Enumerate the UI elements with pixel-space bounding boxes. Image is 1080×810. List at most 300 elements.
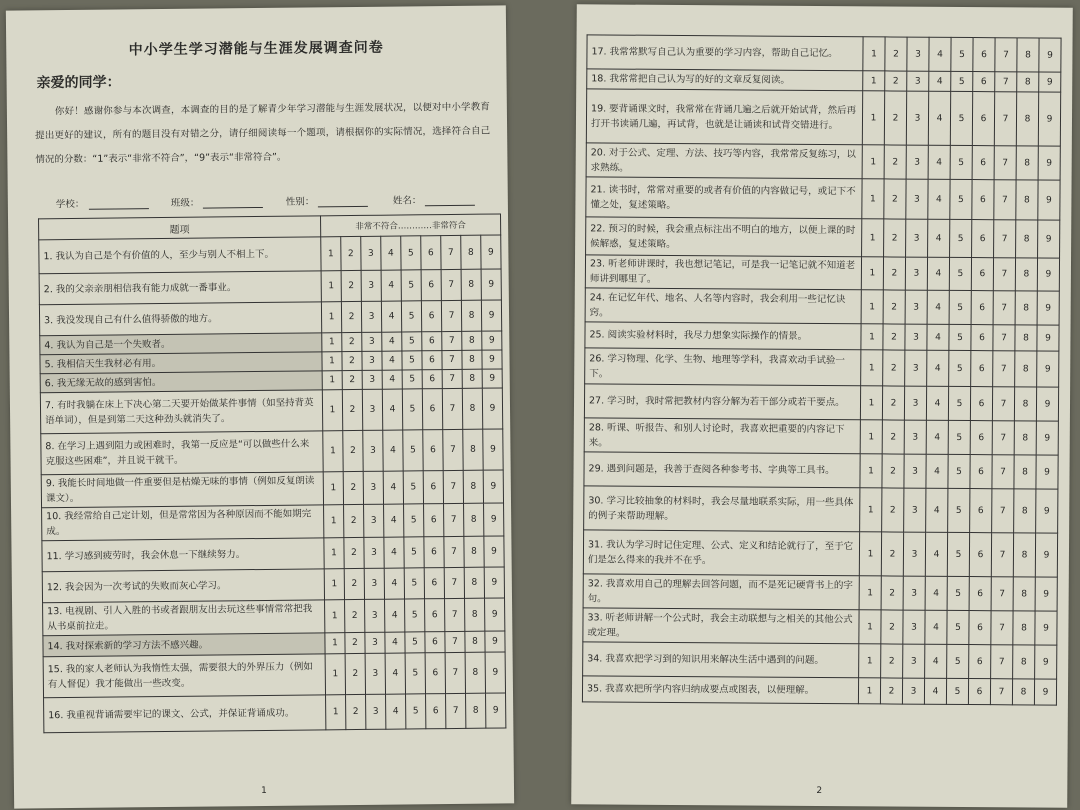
- rating-option-2[interactable]: 2: [883, 257, 905, 290]
- rating-option-6[interactable]: 6: [422, 332, 442, 351]
- rating-option-3[interactable]: 3: [365, 632, 385, 653]
- rating-option-8[interactable]: 8: [1012, 679, 1034, 705]
- rating-option-6[interactable]: 6: [422, 389, 442, 430]
- rating-option-8[interactable]: 8: [1016, 180, 1038, 220]
- rating-option-2[interactable]: 2: [882, 454, 904, 488]
- rating-option-3[interactable]: 3: [362, 351, 382, 370]
- rating-option-4[interactable]: 4: [386, 694, 406, 729]
- rating-option-2[interactable]: 2: [345, 599, 365, 632]
- rating-option-3[interactable]: 3: [906, 91, 928, 145]
- rating-option-1[interactable]: 1: [321, 302, 341, 333]
- rating-option-8[interactable]: 8: [465, 631, 485, 652]
- rating-option-4[interactable]: 4: [925, 610, 947, 644]
- rating-option-6[interactable]: 6: [421, 270, 441, 301]
- rating-option-2[interactable]: 2: [881, 644, 903, 678]
- rating-option-1[interactable]: 1: [325, 600, 345, 633]
- rating-option-3[interactable]: 3: [903, 576, 925, 610]
- rating-option-1[interactable]: 1: [326, 695, 346, 730]
- rating-option-4[interactable]: 4: [381, 301, 401, 332]
- rating-option-3[interactable]: 3: [364, 537, 384, 568]
- rating-option-1[interactable]: 1: [862, 91, 884, 145]
- rating-option-7[interactable]: 7: [992, 421, 1014, 455]
- rating-option-8[interactable]: 8: [463, 429, 483, 470]
- rating-option-9[interactable]: 9: [485, 598, 505, 631]
- rating-option-8[interactable]: 8: [1015, 325, 1037, 351]
- rating-option-1[interactable]: 1: [322, 390, 342, 431]
- rating-option-5[interactable]: 5: [947, 532, 969, 576]
- rating-option-9[interactable]: 9: [1035, 645, 1057, 679]
- rating-option-2[interactable]: 2: [880, 678, 902, 704]
- rating-option-1[interactable]: 1: [859, 532, 881, 576]
- rating-option-3[interactable]: 3: [906, 219, 928, 257]
- rating-option-7[interactable]: 7: [992, 455, 1014, 489]
- rating-option-2[interactable]: 2: [883, 290, 905, 324]
- rating-option-8[interactable]: 8: [1015, 291, 1037, 325]
- rating-option-3[interactable]: 3: [906, 179, 928, 219]
- rating-option-2[interactable]: 2: [882, 386, 904, 420]
- rating-option-4[interactable]: 4: [384, 568, 404, 599]
- rating-option-2[interactable]: 2: [885, 71, 907, 91]
- rating-option-4[interactable]: 4: [385, 653, 405, 694]
- rating-option-1[interactable]: 1: [860, 386, 882, 420]
- rating-option-4[interactable]: 4: [928, 91, 950, 145]
- rating-option-7[interactable]: 7: [991, 577, 1013, 611]
- rating-option-4[interactable]: 4: [927, 350, 949, 386]
- rating-option-2[interactable]: 2: [884, 219, 906, 257]
- rating-option-2[interactable]: 2: [883, 350, 905, 386]
- rating-option-9[interactable]: 9: [1035, 577, 1057, 611]
- rating-option-3[interactable]: 3: [905, 257, 927, 290]
- rating-option-4[interactable]: 4: [382, 332, 402, 351]
- rating-option-9[interactable]: 9: [481, 235, 501, 269]
- rating-option-4[interactable]: 4: [928, 219, 950, 257]
- rating-option-7[interactable]: 7: [443, 470, 463, 503]
- rating-option-3[interactable]: 3: [905, 324, 927, 350]
- rating-option-4[interactable]: 4: [926, 386, 948, 420]
- rating-option-1[interactable]: 1: [858, 678, 880, 704]
- rating-option-5[interactable]: 5: [948, 488, 970, 532]
- rating-option-1[interactable]: 1: [322, 352, 342, 371]
- rating-option-6[interactable]: 6: [969, 645, 991, 679]
- rating-option-8[interactable]: 8: [1016, 146, 1038, 180]
- rating-option-7[interactable]: 7: [445, 631, 465, 652]
- rating-option-6[interactable]: 6: [421, 236, 441, 270]
- rating-option-8[interactable]: 8: [1013, 611, 1035, 645]
- rating-option-6[interactable]: 6: [424, 537, 444, 568]
- rating-option-8[interactable]: 8: [1014, 387, 1036, 421]
- rating-option-2[interactable]: 2: [881, 532, 903, 576]
- rating-option-2[interactable]: 2: [885, 37, 907, 71]
- rating-option-9[interactable]: 9: [482, 369, 502, 388]
- rating-option-6[interactable]: 6: [970, 455, 992, 489]
- rating-option-1[interactable]: 1: [325, 654, 345, 695]
- rating-option-7[interactable]: 7: [993, 291, 1015, 325]
- rating-option-5[interactable]: 5: [404, 568, 424, 599]
- rating-option-9[interactable]: 9: [484, 503, 504, 536]
- rating-option-4[interactable]: 4: [382, 389, 402, 430]
- rating-option-8[interactable]: 8: [464, 536, 484, 567]
- rating-option-6[interactable]: 6: [971, 258, 993, 291]
- rating-option-9[interactable]: 9: [485, 631, 505, 652]
- rating-option-5[interactable]: 5: [950, 219, 972, 257]
- rating-option-3[interactable]: 3: [365, 599, 385, 632]
- rating-option-4[interactable]: 4: [926, 420, 948, 454]
- rating-option-4[interactable]: 4: [384, 537, 404, 568]
- rating-option-1[interactable]: 1: [322, 371, 342, 390]
- rating-option-5[interactable]: 5: [950, 179, 972, 219]
- rating-option-7[interactable]: 7: [443, 429, 463, 470]
- rating-option-4[interactable]: 4: [929, 71, 951, 91]
- rating-option-2[interactable]: 2: [343, 430, 363, 471]
- rating-option-7[interactable]: 7: [441, 269, 461, 300]
- rating-option-9[interactable]: 9: [486, 693, 506, 728]
- rating-option-6[interactable]: 6: [971, 291, 993, 325]
- rating-option-2[interactable]: 2: [881, 576, 903, 610]
- rating-option-2[interactable]: 2: [342, 332, 362, 351]
- rating-option-4[interactable]: 4: [381, 236, 401, 270]
- rating-option-2[interactable]: 2: [346, 694, 366, 729]
- rating-option-9[interactable]: 9: [1034, 679, 1056, 705]
- rating-option-4[interactable]: 4: [385, 599, 405, 632]
- rating-option-6[interactable]: 6: [972, 220, 994, 258]
- rating-option-1[interactable]: 1: [321, 237, 341, 271]
- rating-option-1[interactable]: 1: [861, 350, 883, 386]
- rating-option-7[interactable]: 7: [441, 300, 461, 331]
- rating-option-5[interactable]: 5: [950, 145, 972, 179]
- rating-option-1[interactable]: 1: [859, 610, 881, 644]
- rating-option-9[interactable]: 9: [1035, 611, 1057, 645]
- rating-option-8[interactable]: 8: [465, 652, 485, 693]
- rating-option-5[interactable]: 5: [948, 454, 970, 488]
- rating-option-3[interactable]: 3: [903, 532, 925, 576]
- rating-option-5[interactable]: 5: [401, 301, 421, 332]
- class-field[interactable]: 班级：: [171, 194, 282, 209]
- rating-option-8[interactable]: 8: [462, 331, 482, 350]
- rating-option-3[interactable]: 3: [902, 678, 924, 704]
- rating-option-6[interactable]: 6: [971, 325, 993, 351]
- rating-option-1[interactable]: 1: [859, 576, 881, 610]
- rating-option-3[interactable]: 3: [903, 644, 925, 678]
- rating-option-4[interactable]: 4: [926, 454, 948, 488]
- rating-option-1[interactable]: 1: [861, 290, 883, 324]
- rating-option-9[interactable]: 9: [481, 269, 501, 300]
- rating-option-1[interactable]: 1: [322, 333, 342, 352]
- rating-option-6[interactable]: 6: [425, 632, 445, 653]
- rating-option-9[interactable]: 9: [483, 470, 503, 503]
- rating-option-4[interactable]: 4: [383, 471, 403, 504]
- rating-option-3[interactable]: 3: [904, 420, 926, 454]
- rating-option-6[interactable]: 6: [970, 421, 992, 455]
- rating-option-5[interactable]: 5: [403, 471, 423, 504]
- rating-option-9[interactable]: 9: [1038, 220, 1060, 258]
- rating-option-3[interactable]: 3: [905, 350, 927, 386]
- rating-option-8[interactable]: 8: [1013, 533, 1035, 577]
- rating-option-6[interactable]: 6: [972, 92, 994, 146]
- rating-option-4[interactable]: 4: [382, 351, 402, 370]
- rating-option-5[interactable]: 5: [403, 430, 423, 471]
- rating-option-6[interactable]: 6: [425, 599, 445, 632]
- rating-option-5[interactable]: 5: [405, 599, 425, 632]
- rating-option-8[interactable]: 8: [1016, 220, 1038, 258]
- rating-option-7[interactable]: 7: [993, 351, 1015, 387]
- rating-option-6[interactable]: 6: [969, 611, 991, 645]
- rating-option-5[interactable]: 5: [402, 389, 422, 430]
- rating-option-9[interactable]: 9: [482, 350, 502, 369]
- rating-option-3[interactable]: 3: [906, 145, 928, 179]
- rating-option-2[interactable]: 2: [345, 653, 365, 694]
- rating-option-3[interactable]: 3: [904, 386, 926, 420]
- rating-option-3[interactable]: 3: [362, 332, 382, 351]
- rating-option-7[interactable]: 7: [994, 92, 1016, 146]
- rating-option-4[interactable]: 4: [927, 257, 949, 290]
- rating-option-1[interactable]: 1: [863, 37, 885, 71]
- rating-option-8[interactable]: 8: [462, 369, 482, 388]
- rating-option-8[interactable]: 8: [466, 693, 486, 728]
- rating-option-5[interactable]: 5: [946, 678, 968, 704]
- rating-option-8[interactable]: 8: [463, 470, 483, 503]
- rating-option-3[interactable]: 3: [361, 236, 381, 270]
- rating-option-3[interactable]: 3: [363, 471, 383, 504]
- rating-option-2[interactable]: 2: [342, 389, 362, 430]
- rating-option-6[interactable]: 6: [969, 577, 991, 611]
- rating-option-6[interactable]: 6: [973, 38, 995, 72]
- rating-option-7[interactable]: 7: [444, 567, 464, 598]
- rating-option-8[interactable]: 8: [1014, 421, 1036, 455]
- rating-option-3[interactable]: 3: [362, 370, 382, 389]
- rating-option-9[interactable]: 9: [1038, 92, 1060, 146]
- rating-option-4[interactable]: 4: [925, 576, 947, 610]
- rating-option-5[interactable]: 5: [949, 350, 971, 386]
- rating-option-7[interactable]: 7: [445, 598, 465, 631]
- rating-option-7[interactable]: 7: [441, 235, 461, 269]
- rating-option-4[interactable]: 4: [926, 488, 948, 532]
- rating-option-5[interactable]: 5: [401, 270, 421, 301]
- rating-option-7[interactable]: 7: [993, 258, 1015, 291]
- rating-option-5[interactable]: 5: [406, 694, 426, 729]
- name-field[interactable]: 姓名：: [393, 192, 496, 207]
- rating-option-3[interactable]: 3: [907, 71, 929, 91]
- rating-option-8[interactable]: 8: [1013, 645, 1035, 679]
- rating-option-7[interactable]: 7: [994, 220, 1016, 258]
- rating-option-4[interactable]: 4: [925, 532, 947, 576]
- rating-option-6[interactable]: 6: [972, 146, 994, 180]
- rating-option-1[interactable]: 1: [324, 569, 344, 600]
- rating-option-2[interactable]: 2: [344, 504, 364, 537]
- rating-option-1[interactable]: 1: [861, 257, 883, 290]
- rating-option-8[interactable]: 8: [1013, 577, 1035, 611]
- rating-option-7[interactable]: 7: [442, 350, 462, 369]
- rating-option-1[interactable]: 1: [321, 271, 341, 302]
- rating-option-5[interactable]: 5: [949, 290, 971, 324]
- rating-option-5[interactable]: 5: [947, 576, 969, 610]
- rating-option-7[interactable]: 7: [444, 536, 464, 567]
- rating-option-3[interactable]: 3: [366, 694, 386, 729]
- rating-option-7[interactable]: 7: [991, 645, 1013, 679]
- rating-option-1[interactable]: 1: [325, 633, 345, 654]
- rating-option-9[interactable]: 9: [1036, 489, 1058, 533]
- rating-option-7[interactable]: 7: [992, 489, 1014, 533]
- rating-option-9[interactable]: 9: [483, 429, 503, 470]
- rating-option-6[interactable]: 6: [973, 72, 995, 92]
- rating-option-1[interactable]: 1: [863, 71, 885, 91]
- rating-option-3[interactable]: 3: [363, 430, 383, 471]
- rating-option-1[interactable]: 1: [323, 472, 343, 505]
- rating-option-7[interactable]: 7: [445, 652, 465, 693]
- rating-option-4[interactable]: 4: [381, 270, 401, 301]
- rating-option-6[interactable]: 6: [424, 504, 444, 537]
- rating-option-5[interactable]: 5: [951, 37, 973, 71]
- rating-option-4[interactable]: 4: [384, 504, 404, 537]
- rating-option-9[interactable]: 9: [1038, 180, 1060, 220]
- rating-option-6[interactable]: 6: [423, 430, 443, 471]
- rating-option-8[interactable]: 8: [1017, 72, 1039, 92]
- rating-option-1[interactable]: 1: [323, 431, 343, 472]
- rating-option-9[interactable]: 9: [485, 652, 505, 693]
- rating-option-6[interactable]: 6: [423, 471, 443, 504]
- rating-option-1[interactable]: 1: [859, 644, 881, 678]
- rating-option-1[interactable]: 1: [862, 179, 884, 219]
- rating-option-9[interactable]: 9: [482, 388, 502, 429]
- rating-option-4[interactable]: 4: [928, 179, 950, 219]
- rating-option-5[interactable]: 5: [404, 537, 424, 568]
- rating-option-2[interactable]: 2: [343, 471, 363, 504]
- rating-option-7[interactable]: 7: [442, 331, 462, 350]
- rating-option-6[interactable]: 6: [970, 489, 992, 533]
- rating-option-5[interactable]: 5: [402, 370, 422, 389]
- rating-option-1[interactable]: 1: [324, 538, 344, 569]
- rating-option-8[interactable]: 8: [462, 350, 482, 369]
- rating-option-3[interactable]: 3: [904, 454, 926, 488]
- rating-option-2[interactable]: 2: [341, 236, 361, 270]
- rating-option-8[interactable]: 8: [462, 388, 482, 429]
- rating-option-1[interactable]: 1: [861, 324, 883, 350]
- rating-option-9[interactable]: 9: [1036, 455, 1058, 489]
- rating-option-8[interactable]: 8: [461, 235, 481, 269]
- rating-option-1[interactable]: 1: [860, 454, 882, 488]
- rating-option-1[interactable]: 1: [862, 145, 884, 179]
- rating-option-7[interactable]: 7: [993, 325, 1015, 351]
- rating-option-4[interactable]: 4: [925, 644, 947, 678]
- rating-option-6[interactable]: 6: [421, 301, 441, 332]
- rating-option-2[interactable]: 2: [341, 301, 361, 332]
- rating-option-2[interactable]: 2: [882, 488, 904, 532]
- rating-option-2[interactable]: 2: [341, 270, 361, 301]
- rating-option-5[interactable]: 5: [401, 236, 421, 270]
- gender-field[interactable]: 性别：: [286, 193, 389, 208]
- rating-option-4[interactable]: 4: [383, 430, 403, 471]
- rating-option-7[interactable]: 7: [446, 693, 466, 728]
- rating-option-3[interactable]: 3: [903, 610, 925, 644]
- rating-option-3[interactable]: 3: [365, 653, 385, 694]
- rating-option-5[interactable]: 5: [405, 632, 425, 653]
- rating-option-9[interactable]: 9: [1037, 291, 1059, 325]
- rating-option-9[interactable]: 9: [1036, 387, 1058, 421]
- rating-option-6[interactable]: 6: [426, 694, 446, 729]
- rating-option-7[interactable]: 7: [995, 72, 1017, 92]
- rating-option-4[interactable]: 4: [382, 370, 402, 389]
- rating-option-7[interactable]: 7: [990, 679, 1012, 705]
- rating-option-2[interactable]: 2: [884, 179, 906, 219]
- rating-option-9[interactable]: 9: [1037, 325, 1059, 351]
- rating-option-2[interactable]: 2: [883, 324, 905, 350]
- rating-option-7[interactable]: 7: [991, 533, 1013, 577]
- rating-option-4[interactable]: 4: [929, 37, 951, 71]
- rating-option-8[interactable]: 8: [1015, 258, 1037, 291]
- rating-option-6[interactable]: 6: [968, 679, 990, 705]
- rating-option-2[interactable]: 2: [342, 370, 362, 389]
- rating-option-5[interactable]: 5: [404, 504, 424, 537]
- rating-option-9[interactable]: 9: [1039, 38, 1061, 72]
- rating-option-4[interactable]: 4: [924, 678, 946, 704]
- rating-option-9[interactable]: 9: [1038, 146, 1060, 180]
- rating-option-8[interactable]: 8: [1016, 92, 1038, 146]
- rating-option-7[interactable]: 7: [992, 387, 1014, 421]
- rating-option-3[interactable]: 3: [905, 290, 927, 324]
- rating-option-7[interactable]: 7: [994, 146, 1016, 180]
- rating-option-3[interactable]: 3: [364, 568, 384, 599]
- rating-option-6[interactable]: 6: [971, 351, 993, 387]
- rating-option-2[interactable]: 2: [342, 351, 362, 370]
- rating-option-6[interactable]: 6: [972, 180, 994, 220]
- rating-option-7[interactable]: 7: [995, 38, 1017, 72]
- rating-option-7[interactable]: 7: [442, 369, 462, 388]
- rating-option-3[interactable]: 3: [907, 37, 929, 71]
- rating-option-1[interactable]: 1: [862, 219, 884, 257]
- rating-option-7[interactable]: 7: [991, 611, 1013, 645]
- rating-option-2[interactable]: 2: [345, 632, 365, 653]
- rating-option-9[interactable]: 9: [481, 300, 501, 331]
- rating-option-5[interactable]: 5: [402, 351, 422, 370]
- school-field[interactable]: 学校：: [56, 195, 167, 210]
- rating-option-9[interactable]: 9: [1037, 351, 1059, 387]
- rating-option-2[interactable]: 2: [344, 537, 364, 568]
- rating-option-2[interactable]: 2: [882, 420, 904, 454]
- rating-option-7[interactable]: 7: [442, 388, 462, 429]
- rating-option-5[interactable]: 5: [947, 644, 969, 678]
- rating-option-5[interactable]: 5: [948, 386, 970, 420]
- rating-option-9[interactable]: 9: [1036, 421, 1058, 455]
- rating-option-2[interactable]: 2: [881, 610, 903, 644]
- rating-option-4[interactable]: 4: [927, 324, 949, 350]
- rating-option-5[interactable]: 5: [949, 257, 971, 290]
- rating-option-3[interactable]: 3: [362, 389, 382, 430]
- rating-option-5[interactable]: 5: [402, 332, 422, 351]
- rating-option-2[interactable]: 2: [344, 568, 364, 599]
- rating-option-8[interactable]: 8: [461, 269, 481, 300]
- rating-option-4[interactable]: 4: [385, 632, 405, 653]
- rating-option-8[interactable]: 8: [1017, 38, 1039, 72]
- rating-option-6[interactable]: 6: [422, 370, 442, 389]
- rating-option-1[interactable]: 1: [860, 488, 882, 532]
- rating-option-5[interactable]: 5: [950, 91, 972, 145]
- rating-option-5[interactable]: 5: [405, 653, 425, 694]
- rating-option-3[interactable]: 3: [364, 504, 384, 537]
- rating-option-6[interactable]: 6: [424, 568, 444, 599]
- rating-option-5[interactable]: 5: [949, 324, 971, 350]
- rating-option-5[interactable]: 5: [947, 610, 969, 644]
- rating-option-8[interactable]: 8: [1014, 489, 1036, 533]
- rating-option-8[interactable]: 8: [464, 503, 484, 536]
- rating-option-2[interactable]: 2: [884, 145, 906, 179]
- rating-option-7[interactable]: 7: [994, 180, 1016, 220]
- rating-option-8[interactable]: 8: [465, 598, 485, 631]
- rating-option-8[interactable]: 8: [1014, 455, 1036, 489]
- rating-option-5[interactable]: 5: [951, 71, 973, 91]
- rating-option-1[interactable]: 1: [860, 420, 882, 454]
- rating-option-5[interactable]: 5: [948, 420, 970, 454]
- rating-option-8[interactable]: 8: [464, 567, 484, 598]
- rating-option-3[interactable]: 3: [904, 488, 926, 532]
